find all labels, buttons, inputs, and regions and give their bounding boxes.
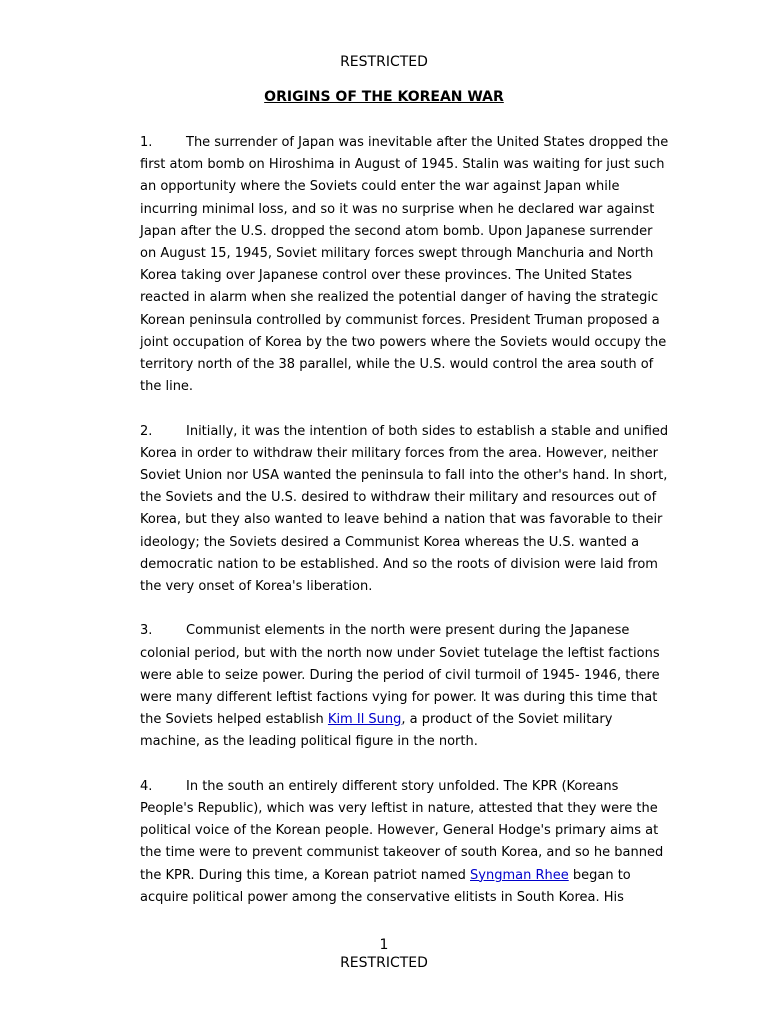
paragraph-number: 4. xyxy=(140,778,153,794)
paragraph-text-continued: , a product of the Soviet military machine, as the leading political figure in the north. xyxy=(140,712,613,750)
paragraph-number: 2. xyxy=(140,423,153,439)
document-title: ORIGINS OF THE KOREAN WAR xyxy=(264,89,504,105)
paragraph-2 xyxy=(140,421,670,599)
paragraph-text: Communist elements in the north were present during the Japanese colonial period, but with the north now under Soviet tutelage the leftist factions were able to seize power. During the period of civil turmoil of 1945- 1946, there were many different leftist factions vying for power. It was during this time that the Soviets helped establish xyxy=(140,623,660,728)
document-body xyxy=(140,132,670,931)
paragraph-text-continued: began to acquire political power among the conservative elitists in South Korea. His xyxy=(140,867,631,905)
paragraph-number: 1. xyxy=(140,135,153,150)
paragraph-text: Initially, it was the intention of both sides to establish a stable and unified Korea in order to withdraw their military forces from the area. However, neither Soviet Union nor USA wanted the peninsula to fall into the other's hand. In short, the Soviets and the U.S. desired to withdraw their military and resources out of Korea, but they also wanted to leave behind a nation that was favorable to their ideology; the Soviets desired a Communist Korea whereas the U.S. wanted a democratic nation to be established. And so the roots of division were laid from the very onset of Korea's liberation. xyxy=(140,423,669,595)
paragraph-1 xyxy=(140,132,670,398)
syngman-rhee-link[interactable]: Syngman Rhee xyxy=(470,867,569,883)
classification-header: RESTRICTED xyxy=(340,54,428,70)
paragraph-4 xyxy=(140,776,670,909)
classification-footer: RESTRICTED xyxy=(340,955,428,971)
paragraph-3 xyxy=(140,620,670,753)
paragraph-text: In the south an entirely different story unfolded. The KPR (Koreans People's Republic), which was very leftist in nature, attested that they were the political voice of the Korean people. However, General Hodge's primary aims at the time were to prevent communist takeover of south Korea, and so he banned the KPR. During this time, a Korean patriot named xyxy=(140,778,664,883)
paragraph-text: The surrender of Japan was inevitable after the United States dropped the first atom bomb on Hiroshima in August of 1945. Stalin was waiting for just such an opportunity where the Soviets could enter the war against Japan while incurring minimal loss, and so it was no surprise when he declared war against Japan after the U.S. dropped the second atom bomb. Upon Japanese surrender on August 15, 1945, Soviet military forces swept through Manchuria and North Korea taking over Japanese control over these provinces. The United States reacted in alarm when she realized the potential danger of having the strategic Korean peninsula controlled by communist forces. President Truman proposed a joint occupation of Korea by the two powers where the Soviets would occupy the territory north of the 38 parallel, while the U.S. would control the area south of the line. xyxy=(140,135,669,395)
paragraph-number: 3. xyxy=(140,623,153,639)
page-number: 1 xyxy=(379,937,389,953)
kim-il-sung-link[interactable]: Kim Il Sung xyxy=(327,712,402,728)
